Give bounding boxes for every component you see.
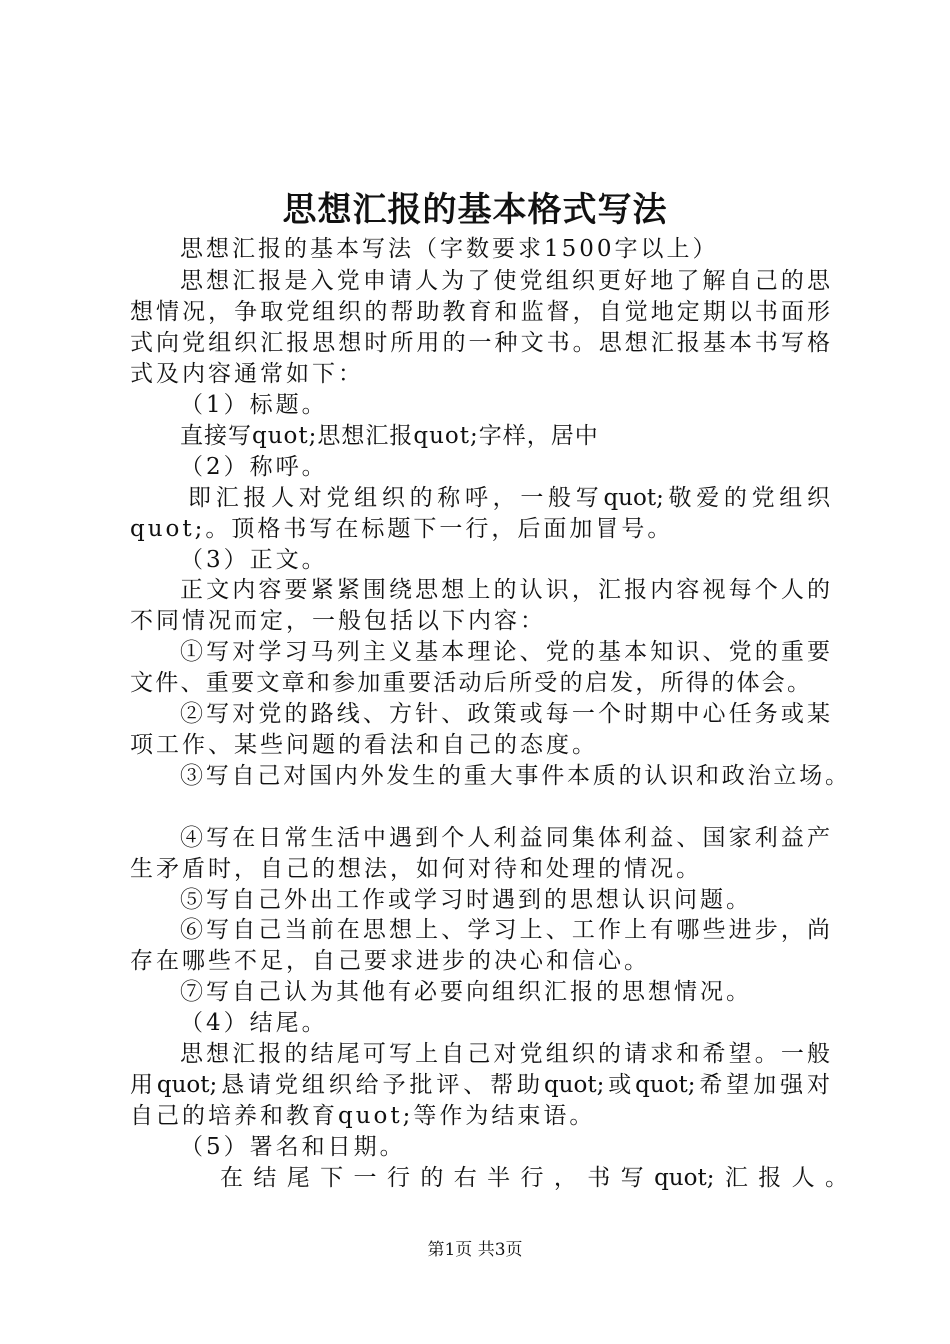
text-line: 生矛盾时，自己的想法，如何对待和处理的情况。	[130, 856, 702, 882]
text-line: 直接写quot;思想汇报quot;字样，居中	[180, 423, 599, 449]
page-footer: 第1页 共3页	[427, 1240, 523, 1260]
text-line: 用quot;恳请党组织给予批评、帮助quot;或quot;希望加强对	[130, 1072, 830, 1098]
list-item: ④写在日常生活中遇到个人利益同集体利益、国家利益产	[180, 825, 830, 851]
text-line: 正文内容要紧紧围绕思想上的认识，汇报内容视每个人的	[180, 577, 830, 603]
text-line: 思想汇报的结尾可写上自己对党组织的请求和希望。一般	[180, 1041, 830, 1067]
text-line: 项工作、某些问题的看法和自己的态度。	[130, 732, 598, 758]
text-line: 不同情况而定，一般包括以下内容：	[130, 608, 546, 634]
section-heading: （5）署名和日期。	[180, 1134, 406, 1160]
list-item: ⑥写自己当前在思想上、学习上、工作上有哪些进步，尚	[180, 917, 830, 943]
section-heading: （4）结尾。	[180, 1010, 328, 1036]
text-line: 式及内容通常如下：	[130, 361, 364, 387]
text-line: quot;。顶格书写在标题下一行，后面加冒号。	[130, 516, 674, 542]
list-item: ③写自己对国内外发生的重大事件本质的认识和政治立场。	[180, 763, 848, 789]
text-line: 在结尾下一行的右半行，书写quot;汇报人。	[220, 1165, 848, 1191]
section-heading: （3）正文。	[180, 547, 328, 573]
section-heading: （2）称呼。	[180, 454, 328, 480]
text-line: 自己的培养和教育quot;等作为结束语。	[130, 1103, 596, 1129]
text-line: 存在哪些不足，自己要求进步的决心和信心。	[130, 948, 650, 974]
text-line: 文件、重要文章和参加重要活动后所受的启发，所得的体会。	[130, 670, 810, 696]
text-line: 式向党组织汇报思想时所用的一种文书。思想汇报基本书写格	[130, 330, 830, 356]
text-line: 想情况，争取党组织的帮助教育和监督，自觉地定期以书面形	[130, 299, 830, 325]
text-line: 即汇报人对党组织的称呼，一般写quot;敬爱的党组织	[188, 485, 830, 511]
document-title: 思想汇报的基本格式写法	[282, 190, 668, 230]
list-item: ①写对学习马列主义基本理论、党的基本知识、党的重要	[180, 639, 830, 665]
section-heading: （1）标题。	[180, 392, 328, 418]
text-line: 思想汇报的基本写法（字数要求1500字以上）	[180, 236, 719, 262]
list-item: ⑦写自己认为其他有必要向组织汇报的思想情况。	[180, 979, 752, 1005]
list-item: ⑤写自己外出工作或学习时遇到的思想认识问题。	[180, 887, 752, 913]
text-line: 思想汇报是入党申请人为了使党组织更好地了解自己的思	[180, 268, 830, 294]
list-item: ②写对党的路线、方针、政策或每一个时期中心任务或某	[180, 701, 830, 727]
